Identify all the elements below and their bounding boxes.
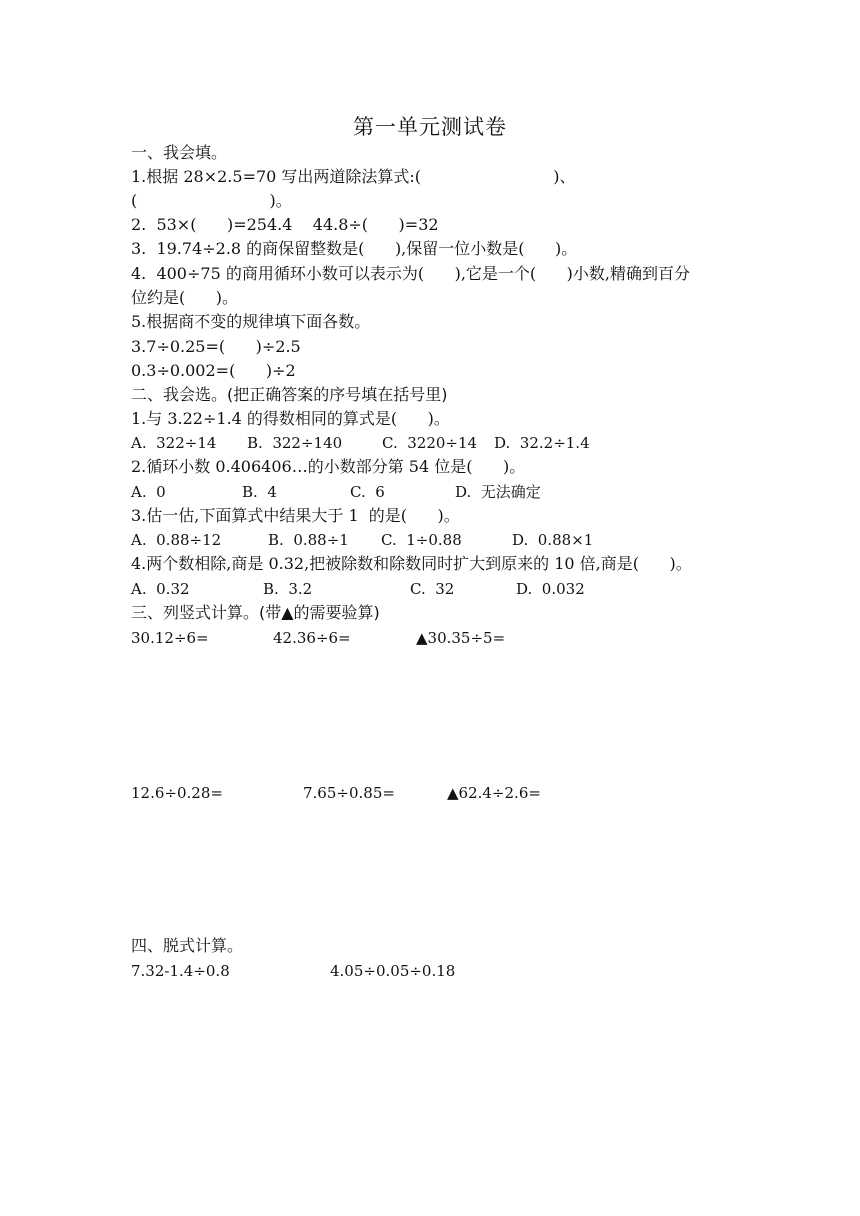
s3-item-3: ▲30.35÷5= (416, 629, 506, 647)
s1-question-4-line-1: 4. 400÷75 的商用循环小数可以表示为( ),它是一个( )小数,精确到百分 (131, 264, 691, 283)
s1-question-1-line-1: 1.根据 28×2.5=70 写出两道除法算式:( )、 (131, 167, 576, 186)
s4-item-1: 7.32-1.4÷0.8 (131, 962, 230, 980)
page-title: 第一单元测试卷 (353, 115, 507, 139)
s1-question-4-line-2: 位约是( )。 (131, 288, 239, 307)
s2-q1-option-c: C. 3220÷14 (382, 434, 478, 452)
s3-item-6: ▲62.4÷2.6= (447, 784, 541, 802)
s2-question-3: 3.估一估,下面算式中结果大于 1 的是( )。 (131, 506, 460, 525)
s2-question-2: 2.循环小数 0.406406…的小数部分第 54 位是( )。 (131, 457, 526, 476)
s3-item-4: 12.6÷0.28= (131, 784, 223, 802)
s3-item-5: 7.65÷0.85= (303, 784, 395, 802)
s2-q4-option-b: B. 3.2 (263, 580, 313, 598)
s3-item-2: 42.36÷6= (273, 629, 351, 647)
s2-q2-option-c: C. 6 (350, 483, 385, 501)
s1-question-5-a: 3.7÷0.25=( )÷2.5 (131, 337, 301, 356)
section-3-heading: 三、列竖式计算。(带▲的需要验算) (131, 603, 380, 622)
s2-q3-option-d: D. 0.88×1 (512, 531, 594, 549)
s1-question-5-b: 0.3÷0.002=( )÷2 (131, 361, 296, 380)
s2-q1-option-b: B. 322÷140 (247, 434, 343, 452)
s2-question-4: 4.两个数相除,商是 0.32,把被除数和除数同时扩大到原来的 10 倍,商是( )。 (131, 554, 692, 573)
s1-question-5: 5.根据商不变的规律填下面各数。 (131, 312, 371, 331)
s2-q1-option-a: A. 322÷14 (131, 434, 217, 452)
s2-q4-option-c: C. 32 (410, 580, 455, 598)
section-4-heading: 四、脱式计算。 (131, 936, 244, 955)
s3-item-1: 30.12÷6= (131, 629, 209, 647)
s2-q4-option-d: D. 0.032 (516, 580, 585, 598)
s4-item-2: 4.05÷0.05÷0.18 (330, 962, 456, 980)
s2-q3-option-a: A. 0.88÷12 (131, 531, 222, 549)
section-2-heading: 二、我会选。(把正确答案的序号填在括号里) (131, 385, 448, 404)
s1-question-1-line-2: ( )。 (131, 191, 292, 210)
s2-q4-option-a: A. 0.32 (131, 580, 190, 598)
section-1-heading: 一、我会填。 (131, 143, 228, 162)
s2-question-1: 1.与 3.22÷1.4 的得数相同的算式是( )。 (131, 409, 450, 428)
s2-q3-option-c: C. 1÷0.88 (381, 531, 462, 549)
s2-q3-option-b: B. 0.88÷1 (268, 531, 349, 549)
s1-question-2: 2. 53×( )=254.4 44.8÷( )=32 (131, 215, 439, 234)
s1-question-3: 3. 19.74÷2.8 的商保留整数是( ),保留一位小数是( )。 (131, 239, 578, 258)
s2-q1-option-d: D. 32.2÷1.4 (494, 434, 590, 452)
s2-q2-option-a: A. 0 (131, 483, 166, 501)
s2-q2-option-d: D. 无法确定 (455, 483, 541, 501)
s2-q2-option-b: B. 4 (242, 483, 277, 501)
